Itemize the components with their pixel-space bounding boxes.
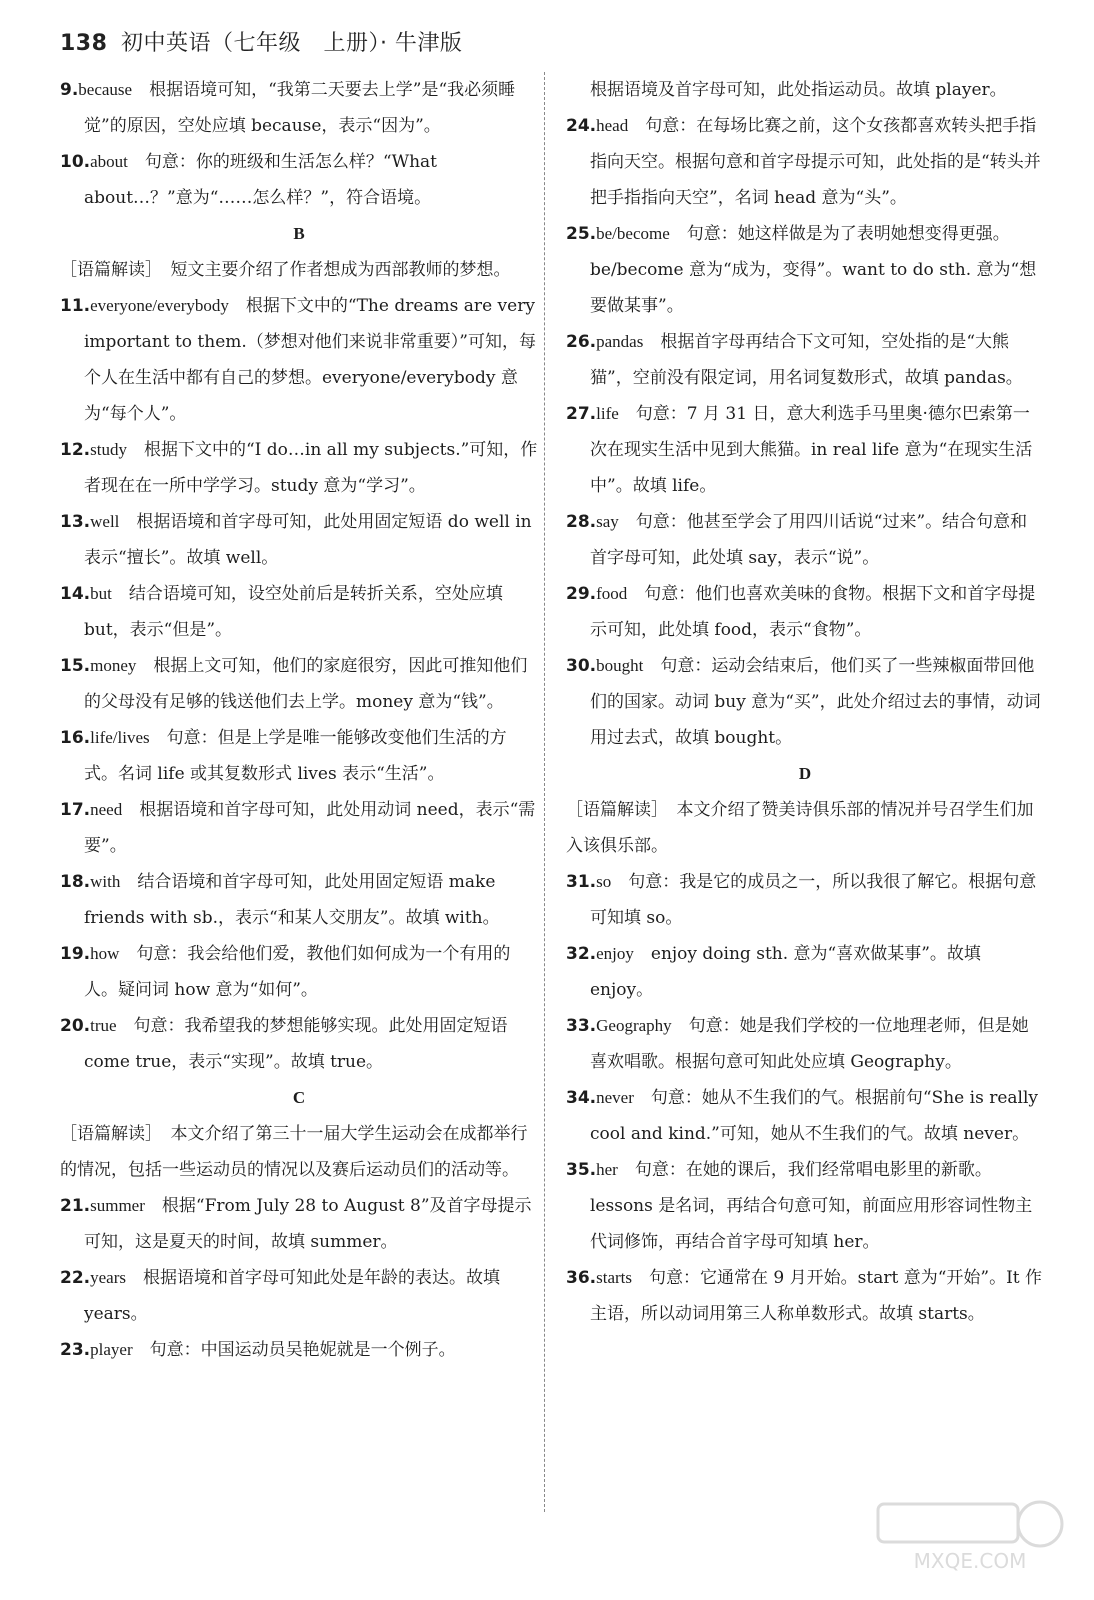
section-heading: B [293, 224, 305, 243]
item-number: 31. [566, 872, 597, 892]
answer-item [60, 144, 538, 216]
item-answer: because [78, 80, 133, 99]
item-explanation: 句意：在每场比赛之前，这个女孩都喜欢转头把手指指向天空。根据句意和首字母提示可知，此处指的是“转头并把手指指向天空”，名词 head 意为“头”。 [590, 116, 1041, 208]
item-explanation: 句意：7 月 31 日，意大利选手马里奥·德尔巴索第一次在现实生活中见到大熊猫。in real life 意为“在现实生活中”。故填 life。 [590, 404, 1033, 496]
item-answer: so [596, 872, 612, 891]
summary-label: ［语篇解读］ [566, 800, 660, 820]
item-explanation: 句意：她是我们学校的一位地理老师，但是她喜欢唱歌。根据句意可知此处应填 Geography。 [590, 1016, 1029, 1072]
item-number: 29. [566, 584, 597, 604]
item-explanation: 根据语境和首字母可知此处是年龄的表达。故填 years。 [84, 1268, 500, 1324]
item-answer: enjoy [596, 944, 634, 963]
item-number: 12. [60, 440, 91, 460]
item-answer: player [90, 1340, 133, 1359]
passage-summary [60, 252, 538, 288]
item-explanation: 根据语境和首字母可知，此处用固定短语 do well in 表示“擅长”。故填 well。 [84, 512, 532, 568]
item-explanation: 根据下文中的“I do…in all my subjects.”可知，作者现在在一所中学学习。study 意为“学习”。 [84, 440, 538, 496]
item-explanation: 句意：它通常在 9 月开始。start 意为“开始”。It 作主语，所以动词用第三人称单数形式。故填 starts。 [590, 1268, 1043, 1324]
answer-item [566, 1152, 1044, 1260]
item-number: 11. [60, 296, 91, 316]
summary-text: 短文主要介绍了作者想成为西部教师的梦想。 [153, 260, 511, 280]
section-heading: C [292, 1088, 306, 1107]
right-column [566, 72, 1044, 1332]
item-explanation: 根据上文可知，他们的家庭很穷，因此可推知他们的父母没有足够的钱送他们去上学。money 意为“钱”。 [84, 656, 528, 712]
answer-item [566, 504, 1044, 576]
item-answer: Geography [596, 1016, 672, 1035]
item-explanation: 结合语境可知，设空处前后是转折关系，空处应填 but，表示“但是”。 [84, 584, 503, 640]
watermark-logo [870, 1496, 1070, 1576]
item-number: 14. [60, 584, 91, 604]
answer-item [566, 576, 1044, 648]
item-answer: about [90, 152, 128, 171]
item-number: 33. [566, 1016, 597, 1036]
item-number: 32. [566, 944, 597, 964]
item-explanation: 句意：在她的课后，我们经常唱电影里的新歌。lessons 是名词，再结合句意可知，前面应用形容词性物主代词修饰，再结合首字母可知填 her。 [590, 1160, 1033, 1252]
answer-item [60, 288, 538, 432]
item-answer: bought [596, 656, 644, 675]
item-number: 30. [566, 656, 597, 676]
item-answer: starts [596, 1268, 633, 1287]
answer-item [566, 324, 1044, 396]
page-header [60, 26, 462, 57]
answer-item [566, 936, 1044, 1008]
item-explanation: 根据下文中的“The dreams are very important to them.（梦想对他们来说非常重要）”可知，每个人在生活中都有自己的梦想。everyone/everybody 意为“每个人”。 [84, 296, 536, 424]
item-answer: head [596, 116, 629, 135]
item-answer: everyone/everybody [90, 296, 229, 315]
answer-item [566, 864, 1044, 936]
answer-item [60, 864, 538, 936]
item-number: 23. [60, 1340, 91, 1360]
item-explanation: 根据语境可知，“我第二天要去上学”是“我必须睡觉”的原因，空处应填 because，表示“因为”。 [84, 80, 516, 136]
item-explanation: 根据语境和首字母可知，此处用动词 need，表示“需要”。 [84, 800, 536, 856]
left-column [60, 72, 538, 1368]
answer-item [566, 648, 1044, 756]
item-number: 13. [60, 512, 91, 532]
continued-text: 根据语境及首字母可知，此处指运动员。故填 player。 [590, 80, 1007, 100]
item-answer: her [596, 1160, 618, 1179]
answer-item [566, 216, 1044, 324]
item-answer: money [90, 656, 137, 675]
column-divider [544, 72, 545, 1512]
item-number: 24. [566, 116, 597, 136]
item-answer: summer [90, 1196, 145, 1215]
item-number: 36. [566, 1268, 597, 1288]
answer-item [566, 396, 1044, 504]
item-number: 19. [60, 944, 91, 964]
answer-item [60, 648, 538, 720]
item-answer: be/become [596, 224, 670, 243]
item-explanation: 句意：她从不生我们的气。根据前句“She is really cool and kind.”可知，她从不生我们的气。故填 never。 [590, 1088, 1039, 1144]
item-number: 35. [566, 1160, 597, 1180]
item-number: 10. [60, 152, 91, 172]
svg-text:MXQE.COM: MXQE.COM [913, 1549, 1027, 1573]
item-answer: years [90, 1268, 126, 1287]
answer-item [566, 1080, 1044, 1152]
answer-item [60, 1260, 538, 1332]
item-explanation: 结合语境和首字母可知，此处用固定短语 make friends with sb.，表示“和某人交朋友”。故填 with。 [84, 872, 500, 928]
section-heading: D [798, 764, 812, 783]
item-number: 28. [566, 512, 597, 532]
book-title: 初中英语（七年级 上册）· 牛津版 [120, 31, 463, 56]
item-explanation: 句意：他甚至学会了用四川话说“过来”。结合句意和首字母可知，此处填 say，表示“说”。 [590, 512, 1028, 568]
answer-item [60, 1332, 538, 1368]
item-answer: say [596, 512, 619, 531]
item-explanation: 根据首字母再结合下文可知，空处指的是“大熊猫”，空前没有限定词，用名词复数形式，故填 pandas。 [590, 332, 1023, 388]
answer-item [60, 720, 538, 792]
item-answer: but [90, 584, 112, 603]
answer-item [60, 1008, 538, 1080]
item-answer: with [90, 872, 121, 891]
item-explanation: 句意：你的班级和生活怎么样？“What about…？”意为“……怎么样？”，符合语境。 [84, 152, 437, 208]
item-answer: study [90, 440, 127, 459]
item-answer: how [90, 944, 120, 963]
answer-item [566, 1008, 1044, 1080]
item-number: 22. [60, 1268, 91, 1288]
item-explanation: 句意：他们也喜欢美味的食物。根据下文和首字母提示可知，此处填 food，表示“食物”。 [590, 584, 1036, 640]
item-number: 20. [60, 1016, 91, 1036]
item-number: 26. [566, 332, 597, 352]
item-number: 16. [60, 728, 91, 748]
item-answer: never [596, 1088, 634, 1107]
item-explanation: enjoy doing sth. 意为“喜欢做某事”。故填 enjoy。 [590, 944, 981, 1000]
item-explanation: 句意：但是上学是唯一能够改变他们生活的方式。名词 life 或其复数形式 lives 表示“生活”。 [84, 728, 507, 784]
passage-summary [566, 792, 1044, 864]
item-number: 27. [566, 404, 597, 424]
answer-item [60, 504, 538, 576]
passage-summary [60, 1116, 538, 1188]
item-answer: need [90, 800, 123, 819]
item-answer: life/lives [90, 728, 150, 747]
item-number: 17. [60, 800, 91, 820]
summary-label: ［语篇解读］ [60, 260, 154, 280]
item-explanation: 句意：我希望我的梦想能够实现。此处用固定短语 come true，表示“实现”。故填 true。 [84, 1016, 508, 1072]
item-answer: food [596, 584, 628, 603]
page-number: 138 [60, 31, 108, 56]
answer-item [60, 792, 538, 864]
summary-text: 本文介绍了第三十一届大学生运动会在成都举行的情况，包括一些运动员的情况以及赛后运动员们的活动等。 [60, 1124, 528, 1180]
item-number: 18. [60, 872, 91, 892]
item-explanation: 句意：我是它的成员之一，所以我很了解它。根据句意可知填 so。 [590, 872, 1037, 928]
answer-item [60, 72, 538, 144]
item-explanation: 根据“From July 28 to August 8”及首字母提示可知，这是夏天的时间，故填 summer。 [84, 1196, 532, 1252]
answer-item [60, 576, 538, 648]
item-number: 34. [566, 1088, 597, 1108]
item-explanation: 句意：她这样做是为了表明她想变得更强。be/become 意为“成为，变得”。want to do sth. 意为“想要做某事”。 [590, 224, 1037, 316]
item-explanation: 句意：我会给他们爱，教他们如何成为一个有用的人。疑问词 how 意为“如何”。 [84, 944, 511, 1000]
item-answer: pandas [596, 332, 644, 351]
item-number: 25. [566, 224, 597, 244]
summary-text: 本文介绍了赞美诗俱乐部的情况并号召学生们加入该俱乐部。 [566, 800, 1034, 856]
answer-item [566, 1260, 1044, 1332]
answer-item [60, 1188, 538, 1260]
item-number: 15. [60, 656, 91, 676]
item-explanation: 句意：运动会结束后，他们买了一些辣椒面带回他们的国家。动词 buy 意为“买”，此处介绍过去的事情，动词用过去式，故填 bought。 [590, 656, 1041, 748]
answer-item [60, 936, 538, 1008]
item-number: 21. [60, 1196, 91, 1216]
item-number: 9. [60, 80, 79, 100]
item-answer: well [90, 512, 120, 531]
summary-label: ［语篇解读］ [60, 1124, 154, 1144]
item-answer: life [596, 404, 619, 423]
item-answer: true [90, 1016, 117, 1035]
answer-item [60, 432, 538, 504]
item-explanation: 句意：中国运动员吴艳妮就是一个例子。 [132, 1340, 456, 1360]
answer-item [566, 108, 1044, 216]
